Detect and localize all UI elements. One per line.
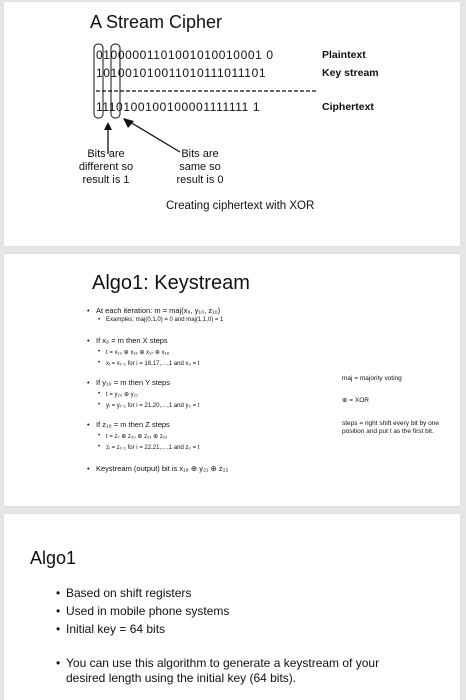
- keystream-label: Key stream: [322, 67, 379, 79]
- slide-algo1-keystream: [4, 254, 460, 506]
- z-step-rule: • If z₁₀ = m then Z steps: [96, 420, 170, 429]
- bullet-initial-key: • Initial key = 64 bits: [66, 622, 165, 636]
- steps-definition: steps = right shift every bit by one position and put t as the first bit.: [342, 420, 440, 435]
- ciphertext-label: Ciphertext: [322, 101, 374, 113]
- bullet-keystream-usage: • You can use this algorithm to generate a keystream of your desired length using the initial key (64 bits).: [66, 656, 411, 686]
- iteration-rule: • At each iteration: m = maj(x₈, y₁₀, z₁₀): [96, 306, 220, 315]
- slide-title: Algo1: Keystream: [92, 272, 250, 294]
- z-shift: • zᵢ = zᵢ₋₁ for i = 22,21,…,1 and z₀ = t: [106, 444, 199, 451]
- xor-definition: ⊕ = XOR: [342, 397, 369, 404]
- x-step-rule: • If x₈ = m then X steps: [96, 336, 168, 345]
- plaintext-bits: 01000001101001010010001 0: [96, 48, 274, 62]
- ciphertext-bits: 1110100100100001111111 1: [96, 100, 261, 114]
- maj-examples: • Examples: maj(0,1,0) = 0 and maj(1,1,0) = 1: [106, 317, 223, 323]
- slide-algo1: [4, 514, 460, 700]
- x-shift: • xᵢ = xᵢ₋₁ for i = 18,17,…,1 and x₀ = t: [106, 360, 199, 367]
- y-step-rule: • If y₁₀ = m then Y steps: [96, 378, 170, 387]
- note-same: Bits are same so result is 0: [176, 148, 224, 186]
- y-shift: • yᵢ = yᵢ₋₁ for i = 21,20,…,1 and y₀ = t: [106, 402, 199, 409]
- maj-definition: maj = majority voting: [342, 375, 402, 382]
- xor-caption: Creating ciphertext with XOR: [166, 200, 315, 212]
- slide-title: A Stream Cipher: [90, 12, 223, 32]
- plaintext-label: Plaintext: [322, 49, 366, 61]
- keystream-output: • Keystream (output) bit is x₁₈ ⊕ y₂₁ ⊕ z₂₂: [96, 464, 228, 473]
- keystream-bits: 101001010011010111011101: [96, 66, 267, 80]
- y-feedback: • t = y₂₀ ⊕ y₂₁: [106, 391, 138, 398]
- note-different: Bits are different so result is 1: [78, 148, 134, 186]
- z-feedback: • t = z₇ ⊕ z₂₀ ⊕ z₂₁ ⊕ z₂₂: [106, 433, 167, 440]
- slide-stream-cipher: [4, 2, 460, 246]
- bullet-shift-registers: • Based on shift registers: [66, 586, 191, 600]
- x-feedback: • t = x₁₃ ⊕ x₁₆ ⊕ x₁₇ ⊕ x₁₈: [106, 349, 169, 356]
- bullet-mobile-phones: • Used in mobile phone systems: [66, 604, 229, 618]
- slide-title: Algo1: [30, 548, 77, 568]
